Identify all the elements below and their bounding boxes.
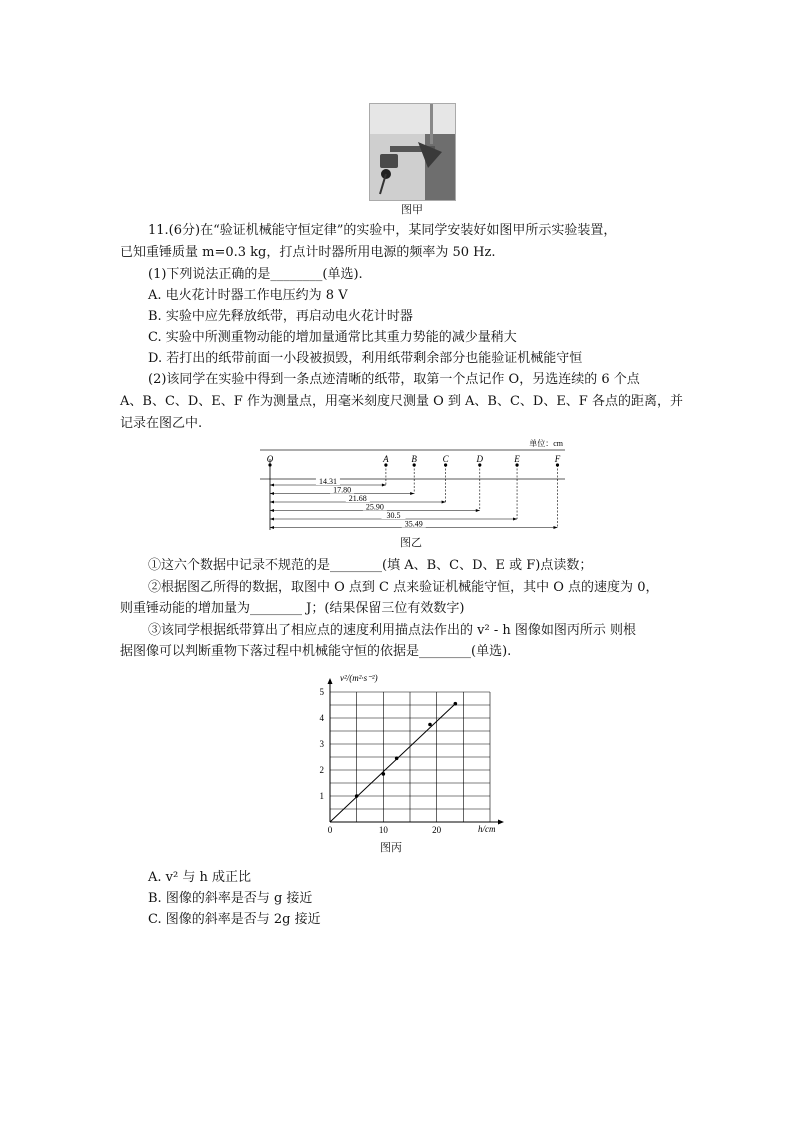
- chart-axes: [328, 678, 505, 825]
- tape-unit: 单位：cm: [529, 439, 563, 448]
- tape-label-C: C: [442, 454, 449, 464]
- sub2-line1: ②根据图乙所得的数据，取图中 O 点到 C 点来验证机械能守恒，其中 O 点的速度为 0，: [148, 580, 659, 595]
- tape-label-E: E: [514, 454, 520, 464]
- part1-option-b: B. 实验中应先释放纸带，再启动电火花计时器: [148, 309, 413, 324]
- tape-arrow-left-B: [270, 492, 274, 495]
- x-tick-0: 0: [327, 825, 333, 835]
- x-axis-arrow: [498, 820, 504, 825]
- tape-label-A: A: [383, 454, 389, 464]
- chart-ylabel: v²/(m²·s⁻²): [340, 673, 378, 683]
- tape-points: [267, 454, 561, 467]
- figure-b-caption: 图乙: [400, 537, 422, 549]
- tape-arrow-right-F: [553, 526, 557, 529]
- apparatus-illustration: [370, 104, 455, 200]
- part2-line1: (2)该同学在实验中得到一条点迹清晰的纸带，取第一个点记作 O，另选连续的 6 个点: [148, 372, 640, 387]
- chart-grid: [330, 692, 490, 822]
- y-tick-3: 3: [319, 739, 324, 749]
- tape-arrow-right-C: [442, 501, 446, 504]
- apparatus-photo: [369, 103, 456, 201]
- x-tick-10: 10: [378, 825, 388, 835]
- part2-line2: A、B、C、D、E、F 作为测量点，用毫米刻度尺测量 O 到 A、B、C、D、E、F 各点的距离，并: [120, 394, 683, 409]
- tape-dim-value-F: 35.49: [404, 519, 423, 529]
- tape-dim-value-A: 14.31: [318, 477, 337, 486]
- y-axis-arrow: [328, 678, 333, 684]
- figure-c-caption: 图丙: [380, 842, 402, 854]
- data-point-3: [428, 723, 432, 727]
- part3-option-b: B. 图像的斜率是否与 g 接近: [148, 891, 313, 906]
- v2-h-chart: [310, 670, 510, 840]
- question-intro-line1: 11.(6分)在“验证机械能守恒定律”的实验中，某同学安装好如图甲所示实验装置，: [148, 223, 617, 238]
- tape-arrow-right-B: [410, 492, 414, 495]
- tape-arrow-left-A: [270, 484, 274, 487]
- tape-arrow-right-E: [513, 518, 517, 521]
- tape-dimensions: [270, 459, 557, 530]
- tape-arrow-left-D: [270, 509, 274, 512]
- sub3-line1: ③该同学根据纸带算出了相应点的速度利用描点法作出的 v² - h 图像如图丙所示 则根: [148, 623, 636, 638]
- y-tick-2: 2: [319, 765, 324, 775]
- tape-label-F: F: [554, 454, 561, 464]
- tape-dim-value-B: 17.80: [333, 485, 352, 495]
- sub3-line2: 据图像可以判断重物下落过程中机械能守恒的依据是________(单选).: [120, 644, 512, 659]
- chart-xlabel: h/cm: [478, 824, 496, 834]
- tape-arrow-left-C: [270, 501, 274, 504]
- data-point-1: [382, 772, 386, 776]
- y-tick-1: 1: [319, 791, 324, 801]
- sub1: ①这六个数据中记录不规范的是________(填 A、B、C、D、E 或 F)点读数；: [148, 558, 593, 573]
- sub2-line2: 则重锤动能的增加量为________ J；(结果保留三位有效数字): [120, 601, 465, 616]
- tape-label-B: B: [411, 454, 417, 464]
- figure-a-caption: 图甲: [401, 204, 423, 216]
- y-tick-4: 4: [319, 713, 324, 723]
- tape-arrow-left-E: [270, 518, 274, 521]
- tape-dim-value-D: 25.90: [365, 502, 384, 512]
- question-intro-line2: 已知重锤质量 m=0.3 kg，打点计时器所用电源的频率为 50 Hz.: [120, 245, 496, 260]
- tape-label-O: O: [266, 454, 274, 464]
- tape-dim-value-E: 30.5: [386, 511, 401, 520]
- chart-ticks: [320, 687, 442, 835]
- part1-option-d: D. 若打出的纸带前面一小段被损毁，利用纸带剩余部分也能验证机械能守恒: [148, 351, 583, 366]
- data-point-2: [395, 757, 399, 761]
- part1-option-a: A. 电火花计时器工作电压约为 8 V: [148, 288, 348, 303]
- part1-option-c: C. 实验中所测重物动能的增加量通常比其重力势能的减少量稍大: [148, 330, 517, 345]
- part2-line3: 记录在图乙中.: [120, 416, 203, 431]
- y-tick-5: 5: [319, 687, 324, 697]
- data-point-0: [355, 794, 359, 798]
- part3-option-c: C. 图像的斜率是否与 2g 接近: [148, 912, 321, 927]
- tape-label-D: D: [476, 454, 484, 464]
- data-point-4: [454, 702, 458, 706]
- part1-prompt: (1)下列说法正确的是________(单选).: [148, 267, 363, 282]
- x-tick-20: 20: [432, 825, 442, 835]
- tape-arrow-left-F: [270, 526, 274, 529]
- tape-dim-value-C: 21.68: [348, 494, 367, 503]
- tape-arrow-right-D: [476, 509, 480, 512]
- tape-arrow-right-A: [382, 484, 386, 487]
- part3-option-a: A. v² 与 h 成正比: [148, 870, 251, 885]
